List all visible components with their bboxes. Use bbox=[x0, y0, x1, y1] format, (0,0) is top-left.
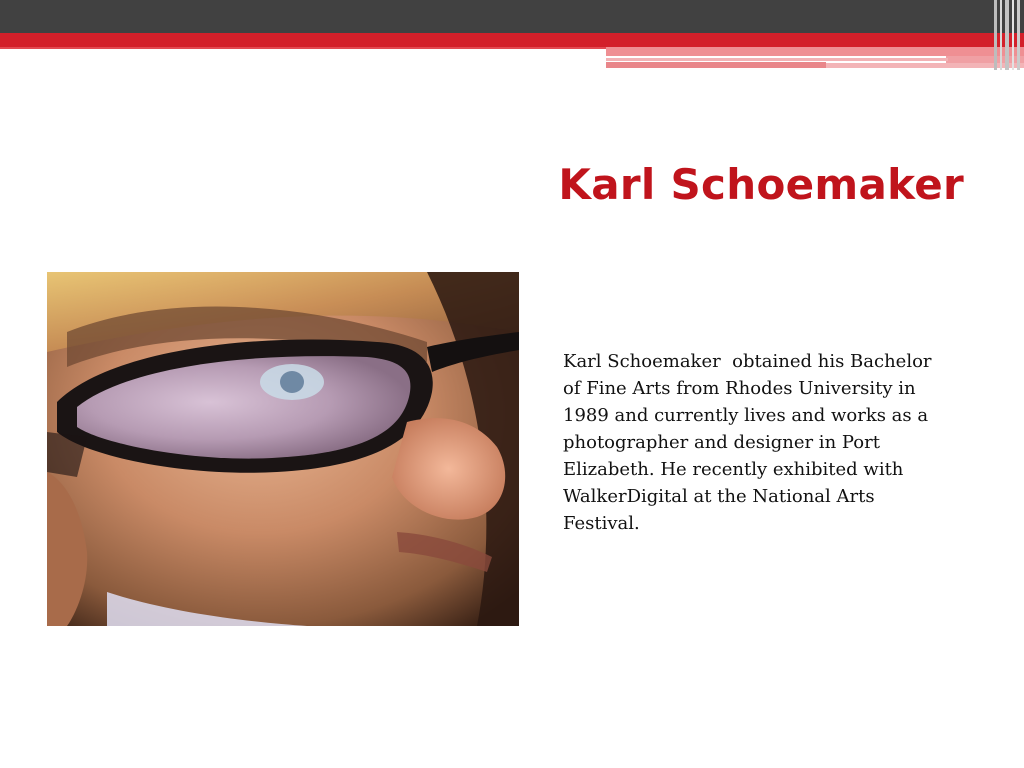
header-dark-bar bbox=[0, 0, 1024, 33]
header-vertical-stripes bbox=[992, 0, 1024, 70]
slide-title: Karl Schoemaker bbox=[558, 160, 964, 209]
header-pink-stripe bbox=[606, 58, 948, 61]
portrait-photo bbox=[47, 272, 519, 626]
header-red-thin-line bbox=[0, 47, 606, 49]
header-red-bar bbox=[0, 33, 1024, 47]
bio-text: Karl Schoemaker obtained his Bachelor of Fine Arts from Rhodes University in 1989 and currently lives and works as a photographer and designer in Port Elizabeth. He recently exhibited with WalkerDigital at the National Arts Festival. bbox=[563, 351, 932, 534]
header-pink-stripe bbox=[606, 47, 1024, 56]
header-pink-stripe bbox=[606, 62, 826, 68]
